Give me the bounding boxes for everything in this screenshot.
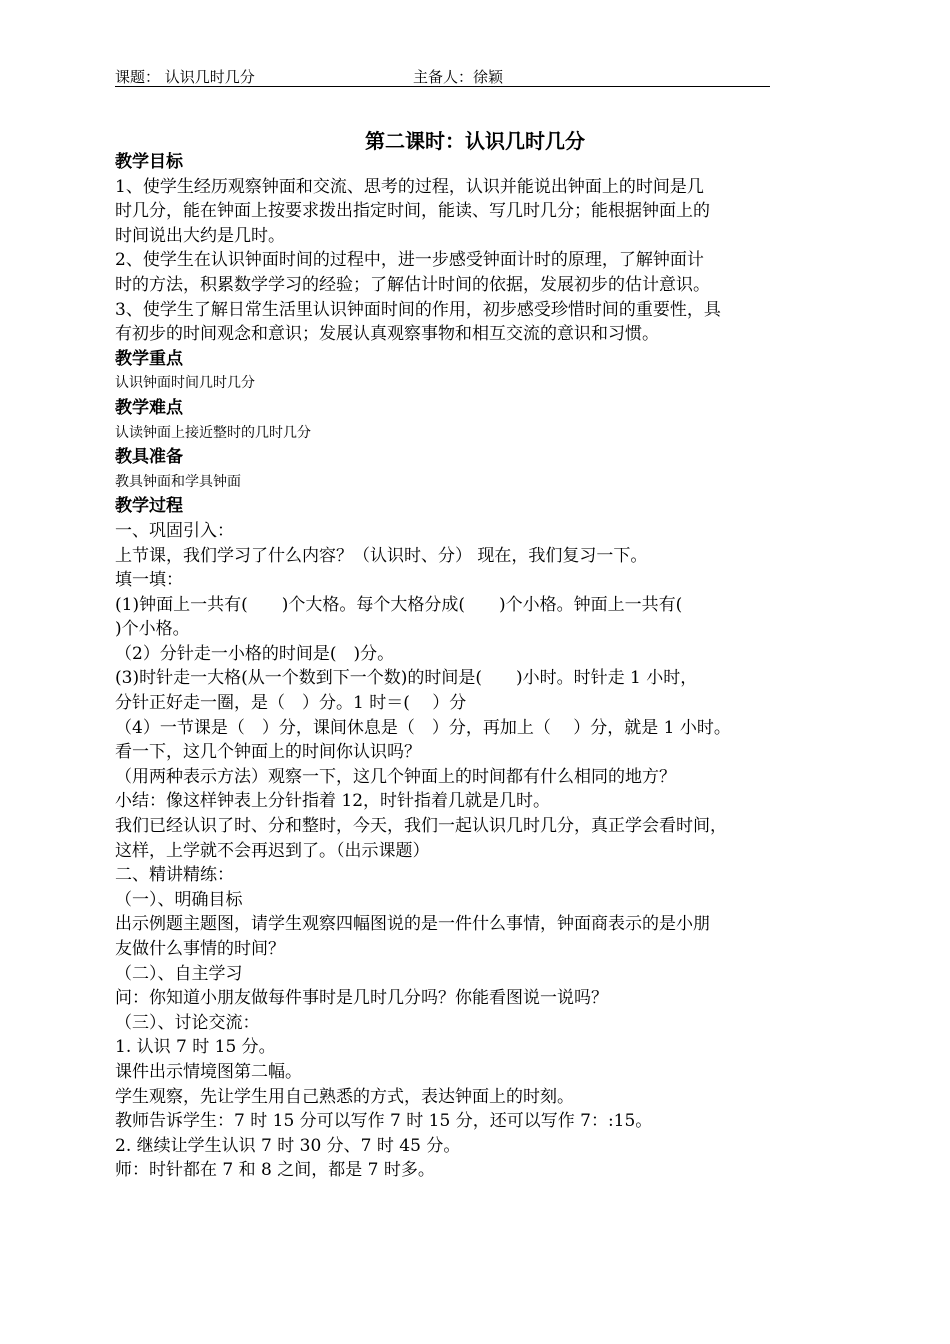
process-line: 一、巩固引入：	[115, 520, 234, 541]
objective-line: 有初步的时间观念和意识；发展认真观察事物和相互交流的意识和习惯。	[115, 324, 659, 345]
key-text: 认识钟面时间几时几分	[115, 375, 255, 392]
process-line: 二、精讲精练：	[115, 865, 234, 886]
process-line: （二）、自主学习	[115, 963, 243, 984]
process-line: 分针正好走一圈，是（ ）分。1 时＝( ）分	[115, 693, 467, 714]
process-line: 课件出示情境图第二幅。	[115, 1061, 302, 1082]
tools-text: 教具钟面和学具钟面	[115, 473, 241, 490]
process-line: )个小格。	[115, 619, 190, 640]
process-line: 教师告诉学生：7 时 15 分可以写作 7 时 15 分，还可以写作 7：:15。	[115, 1111, 653, 1132]
process-line: （4）一节课是（ ）分，课间休息是（ ）分，再加上（ ）分，就是 1 小时。	[115, 717, 731, 738]
objective-line: 时几分，能在钟面上按要求拨出指定时间，能读、写几时几分；能根据钟面上的	[115, 201, 710, 222]
process-line: 我们已经认识了时、分和整时，今天，我们一起认识几时几分，真正学会看时间，	[115, 816, 727, 837]
process-line: 这样，上学就不会再迟到了。（出示课题）	[115, 840, 430, 861]
objective-line: 3、使学生了解日常生活里认识钟面时间的作用，初步感受珍惜时间的重要性，具	[115, 299, 721, 320]
difficulty-text: 认读钟面上接近整时的几时几分	[115, 424, 311, 441]
objectives-heading: 教学目标	[115, 152, 183, 172]
process-line: 学生观察，先让学生用自己熟悉的方式，表达钟面上的时刻。	[115, 1086, 574, 1107]
process-line: （三）、讨论交流：	[115, 1012, 260, 1033]
header-topic: 课题： 认识几时几分	[115, 68, 255, 86]
process-line: （用两种表示方法）观察一下，这几个钟面上的时间都有什么相同的地方？	[115, 766, 676, 787]
lesson-title: 第二课时：认识几时几分	[365, 129, 585, 153]
process-line: 2. 继续让学生认识 7 时 30 分、7 时 45 分。	[115, 1135, 461, 1156]
process-line: （一）、明确目标	[115, 889, 243, 910]
process-line: 师：时针都在 7 和 8 之间，都是 7 时多。	[115, 1160, 435, 1181]
objective-line: 2、使学生在认识钟面时间的过程中，进一步感受钟面计时的原理，了解钟面计	[115, 250, 704, 271]
process-line: 出示例题主题图，请学生观察四幅图说的是一件什么事情，钟面商表示的是小朋	[115, 914, 710, 935]
process-line: (3)时针走一大格(从一个数到下一个数)的时间是( )小时。时针走 1 小时，	[115, 668, 698, 689]
tools-heading: 教具准备	[115, 447, 183, 468]
process-line: 友做什么事情的时间？	[115, 939, 285, 959]
process-line: （2）分针走一小格的时间是( )分。	[115, 643, 395, 664]
document-body	[115, 150, 775, 1183]
objective-line: 1、使学生经历观察钟面和交流、思考的过程，认识并能说出钟面上的时间是几	[115, 176, 704, 197]
process-line: 看一下，这几个钟面上的时间你认识吗？	[115, 742, 421, 763]
process-line: (1)钟面上一共有( )个大格。每个大格分成( )个小格。钟面上一共有(	[115, 594, 683, 615]
objective-line: 时的方法，积累数学学习的经验；了解估计时间的依据，发展初步的估计意识。	[115, 274, 710, 295]
process-line: 填一填：	[115, 570, 183, 591]
process-line: 小结：像这样钟表上分针指着 12，时针指着几就是几时。	[115, 791, 551, 812]
process-line: 1. 认识 7 时 15 分。	[115, 1037, 276, 1058]
process-line: 问：你知道小朋友做每件事时是几时几分吗？你能看图说一说吗？	[115, 988, 608, 1009]
process-heading: 教学过程	[115, 496, 183, 517]
objective-line: 时间说出大约是几时。	[115, 225, 285, 246]
header-preparer: 主备人：徐颖	[413, 68, 504, 86]
difficulty-heading: 教学难点	[115, 397, 183, 418]
key-heading: 教学重点	[115, 348, 183, 369]
process-line: 上节课，我们学习了什么内容？（认识时、分） 现在，我们复习一下。	[115, 545, 648, 566]
page-header	[115, 64, 770, 87]
